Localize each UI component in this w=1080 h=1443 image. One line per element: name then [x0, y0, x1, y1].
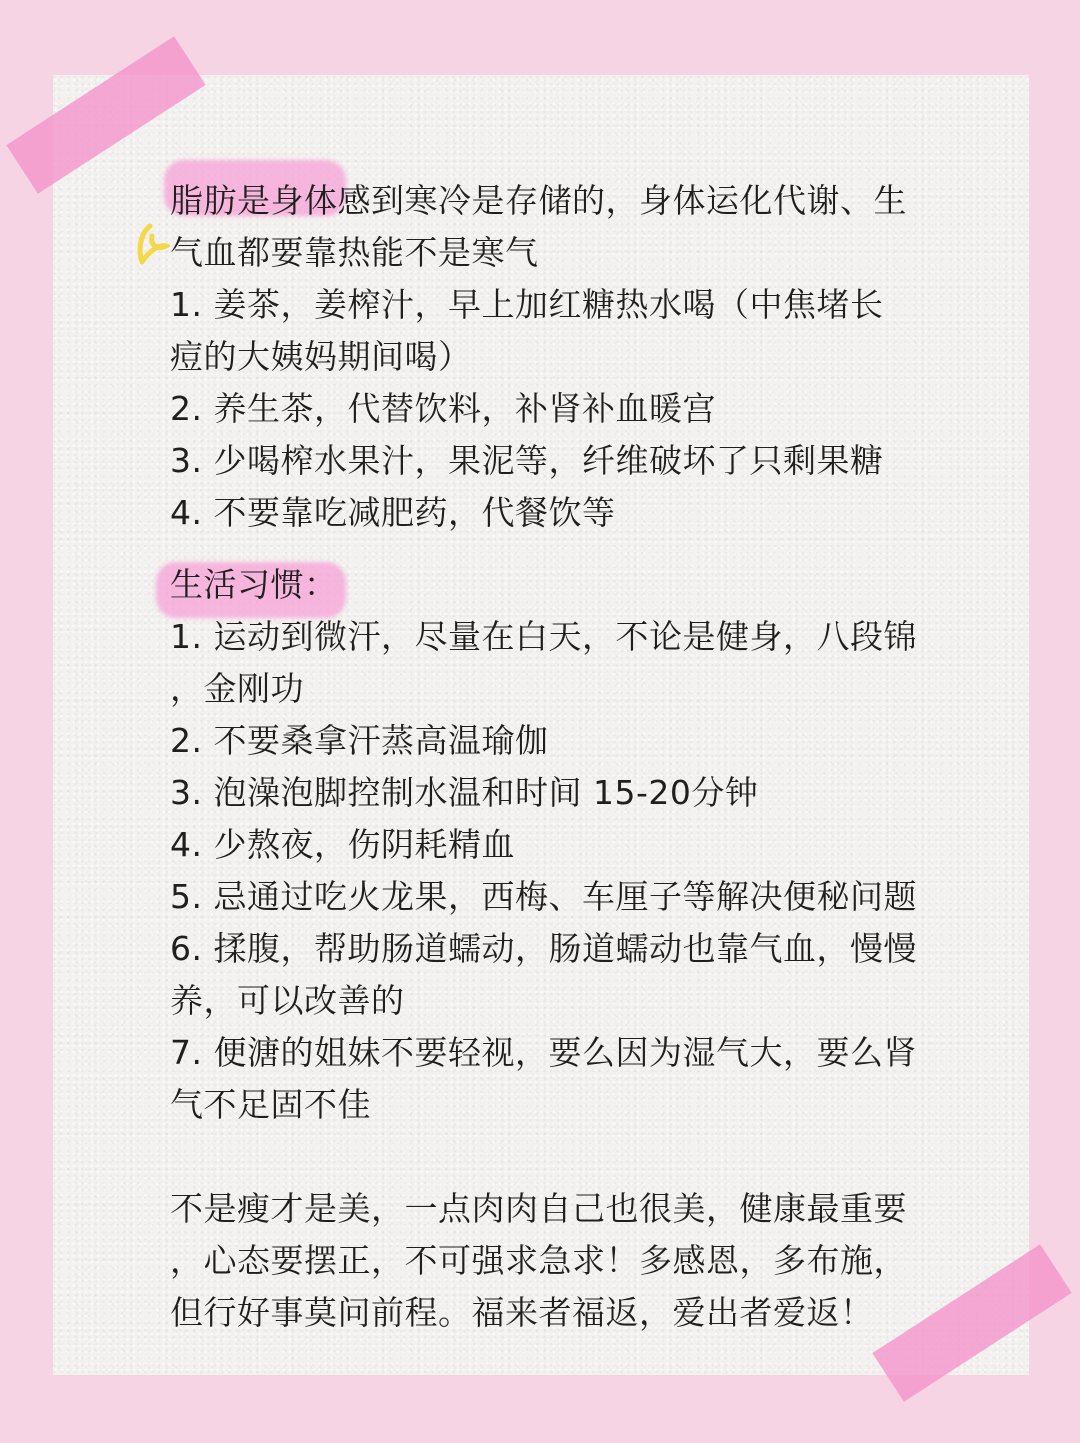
closing-line: 但行好事莫问前程。福来者福返，爱出者爱返！ — [170, 1293, 874, 1332]
habit-line: 3. 泡澡泡脚控制水温和时间 15-20分钟 — [170, 773, 759, 812]
habit-line: 气不足固不佳 — [170, 1085, 371, 1124]
habit-line: 1. 运动到微汗，尽量在白天，不论是健身，八段锦 — [170, 617, 917, 656]
habit-line: 7. 便溏的姐妹不要轻视，要么因为湿气大，要么肾 — [170, 1033, 917, 1072]
closing-line: 不是瘦才是美，一点肉肉自己也很美，健康最重要 — [170, 1189, 907, 1228]
tip-line: 4. 不要靠吃减肥药，代餐饮等 — [170, 493, 616, 532]
habit-line: 养，可以改善的 — [170, 981, 405, 1020]
habits-heading: 生活习惯： — [170, 565, 338, 604]
tip-line: 2. 养生茶，代替饮料，补肾补血暖宫 — [170, 389, 716, 428]
habit-line: 5. 忌通过吃火龙果，西梅、车厘子等解决便秘问题 — [170, 877, 917, 916]
tip-line: 1. 姜茶，姜榨汁，早上加红糖热水喝（中焦堵长 — [170, 285, 884, 324]
article-body — [170, 175, 950, 1339]
doodle-icon — [136, 220, 170, 268]
habit-line: 4. 少熬夜，伤阴耗精血 — [170, 825, 515, 864]
intro-line: 气血都要靠热能不是寒气 — [170, 233, 539, 272]
habit-line: 2. 不要桑拿汗蒸高温瑜伽 — [170, 721, 549, 760]
habit-line: 6. 揉腹，帮助肠道蠕动，肠道蠕动也靠气血，慢慢 — [170, 929, 917, 968]
habit-line: ，金刚功 — [170, 669, 304, 708]
intro-line: 脂肪是身体感到寒冷是存储的，身体运化代谢、生 — [170, 181, 907, 220]
tip-line: 3. 少喝榨水果汁，果泥等，纤维破坏了只剩果糖 — [170, 441, 884, 480]
closing-line: ，心态要摆正，不可强求急求！多感恩，多布施， — [170, 1241, 907, 1280]
tip-line: 痘的大姨妈期间喝） — [170, 337, 472, 376]
